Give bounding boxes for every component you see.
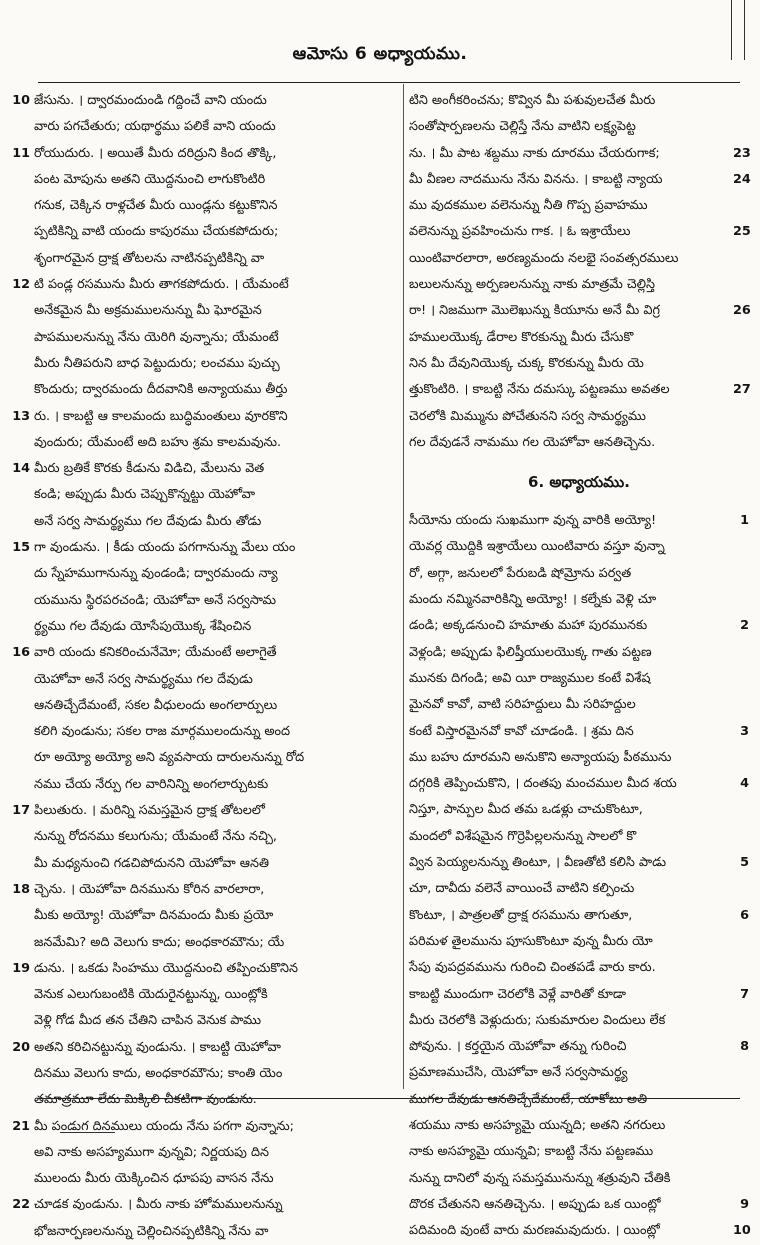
text-line bbox=[409, 692, 749, 718]
line-text: నిస్తూ, పాన్పుల మీద తమ ఒడళ్లు చాచుకొంటూ, bbox=[409, 802, 643, 818]
text-line bbox=[409, 850, 749, 876]
line-text: దగ్గరికి తెప్పించుకొని, । దంతపు మంచముల మీద శయ bbox=[409, 776, 677, 792]
verse-number: 13 bbox=[12, 408, 30, 424]
text-line bbox=[409, 719, 749, 745]
line-text: ప్రమాణముచేసి, యెహోవా అనే సర్వసామర్థ్య bbox=[409, 1065, 628, 1081]
text-line bbox=[6, 509, 394, 535]
right-column-top bbox=[409, 88, 749, 456]
line-text: అవి నాకు అసహ్యముగా వున్నవి; నిర్ణయపు దిన bbox=[34, 1144, 270, 1160]
text-line bbox=[6, 1008, 394, 1034]
line-text: గనుక, చెక్కిన రాళ్లచేత మీరు యిండ్లను కట్టుకొనిన bbox=[34, 198, 278, 214]
text-line bbox=[6, 877, 394, 903]
line-text: డును. । ఒకడు సింహము యొద్దనుంచి తప్పించుకొనిన bbox=[34, 960, 298, 976]
line-text: మైనవో కావో, వాటి సరిహద్దులు మీ సరిహద్దుల bbox=[409, 697, 636, 713]
line-text: మీరు బ్రతికే కొరకు కీడును విడిచి, మేలును వెత bbox=[34, 461, 265, 477]
text-line bbox=[409, 219, 749, 245]
text-line bbox=[409, 797, 749, 823]
text-line bbox=[409, 246, 749, 272]
verse-number: 5 bbox=[740, 855, 749, 871]
text-line bbox=[409, 1218, 749, 1244]
text-line bbox=[6, 930, 394, 956]
text-line bbox=[409, 771, 749, 797]
line-text: చూడక వుండును. । మీరు నాకు హోమములనున్ను bbox=[34, 1197, 283, 1213]
line-text: ర్థ్యము గల దేవుడు యోసేపుయొక్క శేషించిన bbox=[34, 618, 252, 634]
line-text: గా వుండును. । కీడు యందు పగగానున్ను మేలు యం bbox=[34, 540, 296, 556]
text-line bbox=[6, 982, 394, 1008]
text-line bbox=[409, 1113, 749, 1139]
page-edge-mark bbox=[731, 0, 745, 60]
line-text: యింటివారలారా, అరణ్యమందు నలభై సంవత్సరములు bbox=[409, 250, 679, 266]
text-line bbox=[6, 325, 394, 351]
text-line bbox=[409, 955, 749, 981]
text-line bbox=[409, 561, 749, 587]
line-text: కంటే విస్తారమైనవో కావో చూడండి. । శ్రమ దిన bbox=[409, 723, 634, 739]
verse-number: 1 bbox=[740, 513, 749, 529]
verse-number: 2 bbox=[740, 618, 749, 634]
text-line bbox=[6, 956, 394, 982]
text-line bbox=[6, 351, 394, 377]
text-line bbox=[6, 535, 394, 561]
verse-number: 27 bbox=[733, 382, 751, 398]
verse-number: 24 bbox=[733, 171, 751, 187]
text-line bbox=[6, 1166, 394, 1192]
text-line bbox=[6, 561, 394, 587]
footer-mark bbox=[60, 1132, 115, 1133]
text-line bbox=[409, 141, 749, 167]
text-line bbox=[6, 456, 394, 482]
text-line bbox=[409, 1087, 749, 1113]
chapter-heading: 6. అధ్యాయము. bbox=[528, 473, 630, 492]
line-text: పదిమంది వుంటే వారు మరణమవుదురు. । యింట్లో bbox=[409, 1223, 660, 1239]
text-line bbox=[409, 534, 749, 560]
text-line bbox=[409, 404, 749, 430]
text-line bbox=[409, 824, 749, 850]
text-line bbox=[6, 1061, 394, 1087]
text-line bbox=[6, 1140, 394, 1166]
line-text: మందు నమ్మినవారికిన్ని అయ్యో! । కల్నేకు వెళ్లి చూ bbox=[409, 592, 657, 608]
line-text: దినము వెలుగు కాదు, అంధకారమౌను; కాంతి యెం bbox=[34, 1065, 283, 1081]
text-line bbox=[409, 1008, 749, 1034]
line-text: నున్ను రోదనము కలుగును; యేమంటే నేను నచ్చి, bbox=[34, 829, 277, 845]
line-text: కొందురు; ద్వారమందు దీదవానికి అన్యాయము తీర్తు bbox=[34, 382, 288, 398]
text-line bbox=[6, 377, 394, 403]
text-line bbox=[409, 272, 749, 298]
line-text: వలెనున్ను ప్రవహించును గాక. । ఓ ఇశ్రాయేలు bbox=[409, 224, 631, 240]
right-column bbox=[409, 88, 749, 1244]
text-line bbox=[409, 325, 749, 351]
verse-number: 7 bbox=[740, 986, 749, 1002]
line-text: డండి; అక్కడనుంచి హమాతు మహా పురమునకు bbox=[409, 618, 648, 634]
verse-number: 3 bbox=[740, 723, 749, 739]
text-line bbox=[6, 588, 394, 614]
text-line bbox=[409, 430, 749, 456]
line-text: ము వుదకముల వలెనున్ను నీతి గొప్ప ప్రవాహము bbox=[409, 198, 648, 214]
text-line bbox=[6, 824, 394, 850]
line-text: టిని అంగీకరించను; కొవ్విన మీ పశువులచేత మీరు bbox=[409, 93, 656, 108]
text-line bbox=[409, 167, 749, 193]
line-text: ను. । మీ పాట శబ్దము నాకు దూరము చేయరుగాక; bbox=[409, 145, 660, 161]
text-line bbox=[6, 798, 394, 824]
text-line bbox=[409, 193, 749, 219]
line-text: ముగల దేవుడు ఆనతిచ్చేదేమంటే, యాకోబు అతి bbox=[409, 1091, 648, 1107]
text-line bbox=[6, 404, 394, 430]
line-text: ము బహు దూరమని అనుకొని అన్యాయపు పీఠమును bbox=[409, 749, 672, 765]
text-line bbox=[409, 1166, 749, 1192]
text-line bbox=[409, 1192, 749, 1218]
line-text: తమాత్రమూ లేదు మిక్కిలి చీకటిగా వుండును. bbox=[34, 1092, 257, 1108]
line-text: కండి; అప్పుడు మీరు చెప్పుకొన్నట్టు యెహోవా bbox=[34, 487, 256, 503]
line-text: మీరు నీతిపరుని బాధ పెట్టుదురు; లంచము పుచ్చు bbox=[34, 355, 280, 371]
line-text: ములందు మీరు యెక్కించిన ధూపపు వాసన నేను bbox=[34, 1171, 274, 1187]
verse-number: 19 bbox=[12, 960, 30, 976]
line-text: మందలో విశేషమైన గొర్రెపిల్లలనున్ను సాలలో కొ bbox=[409, 828, 637, 844]
line-text: పంట మోపును అతని యొద్దనుంచి లాగుకొంటిరి bbox=[34, 171, 266, 187]
text-line bbox=[6, 114, 394, 140]
line-text: శయము నాకు అసహ్యమై యున్నది; అతని నగరులు bbox=[409, 1117, 666, 1133]
text-line bbox=[409, 982, 749, 1008]
line-text: మీకు అయ్యో! యెహోవా దినమందు మీకు ప్రయో bbox=[34, 908, 274, 924]
text-line bbox=[409, 1034, 749, 1060]
line-text: శృంగారమైన ద్రాక్ష తోటలను నాటినప్పటికిన్ని వా bbox=[34, 250, 265, 266]
text-line bbox=[6, 667, 394, 693]
text-line bbox=[409, 929, 749, 955]
text-line bbox=[6, 772, 394, 798]
line-text: యమును స్థిరపరచండి; యెహోవా అనే సర్వసామ bbox=[34, 592, 277, 608]
text-line bbox=[6, 1192, 394, 1218]
line-text: దు స్నేహముగానున్ను వుండండి; ద్వారమందు న్యా bbox=[34, 566, 278, 582]
text-line bbox=[6, 719, 394, 745]
text-line bbox=[409, 613, 749, 639]
column-divider bbox=[403, 84, 404, 1089]
line-text: రూ అయ్యో అయ్యో అని వ్యవసాయ దారులనున్ను రోద bbox=[34, 750, 305, 766]
text-line bbox=[409, 351, 749, 377]
line-text: అనే సర్వ సామర్థ్యము గల దేవుడు మీరు తోడు bbox=[34, 513, 262, 529]
line-text: సీయోను యందు సుఖముగా వున్న వారికి అయ్యో! bbox=[409, 513, 657, 529]
text-line bbox=[409, 1139, 749, 1165]
line-text: వ్విన పెయ్యలనున్ను తింటూ, । వీణతోటి కలిసి పాడు bbox=[409, 855, 667, 871]
line-text: రు. । కాబట్టి ఆ కాలమందు బుద్ధిమంతులు వూరకొని bbox=[34, 408, 288, 424]
text-line bbox=[409, 876, 749, 902]
line-text: నము చేయ నేర్పు గల వారినిన్ని అంగలార్చుటకు bbox=[34, 776, 269, 792]
text-line bbox=[6, 88, 394, 114]
header-rule bbox=[38, 82, 740, 83]
text-line bbox=[6, 1219, 394, 1245]
text-line bbox=[6, 430, 394, 456]
line-text: యెహోవా అనే సర్వ సామర్థ్యము గల దేవుడు bbox=[34, 671, 253, 687]
verse-number: 23 bbox=[733, 145, 751, 161]
line-text: మునకు దిగండి; అవి యీ రాజ్యముల కంటే విశేష bbox=[409, 670, 651, 686]
line-text: చూ, దావీదు వలెనే వాయించే వాటిని కల్పించు bbox=[409, 881, 635, 897]
line-text: కలిగి వుండును; సకల రాజ మార్గములందున్ను అంద bbox=[34, 724, 291, 740]
line-text: భోజనార్పణలనున్ను చెల్లించినప్పటికిన్ని నేను వా bbox=[34, 1223, 269, 1239]
line-text: సంతోషార్పణలను చెల్లిస్తే నేను వాటిని లక్ష్యపెట్ట bbox=[409, 119, 636, 135]
right-column-bottom bbox=[409, 508, 749, 1244]
line-text: యెవర్ల యొద్దికి ఇశ్రాయేలు యింటివారు వస్తూ వున్నా bbox=[409, 539, 665, 555]
text-line bbox=[6, 272, 394, 298]
verse-number: 12 bbox=[12, 277, 30, 293]
line-text: సేపు వుపద్రవమును గురించి చింతపడే వారు కారు. bbox=[409, 960, 656, 976]
line-text: ప్పటికిన్ని వాటి యందు కాపురము చేయకపోదురు; bbox=[34, 224, 279, 240]
line-text: వెనుక ఎలుగుబంటికి యెదురైనట్టున్ను, యింట్లోకి bbox=[34, 987, 268, 1003]
verse-number: 22 bbox=[12, 1197, 30, 1213]
line-text: వారు పగచేతురు; యథార్థము పలికే వాని యందు bbox=[34, 119, 276, 135]
line-text: అనేకమైన మీ అక్రమములనున్ను మీ ఘోరమైన bbox=[34, 303, 262, 319]
line-text: నున్ను దానిలో వున్న సమస్తమునున్ను శత్రువుని చేతికి bbox=[409, 1170, 671, 1186]
line-text: చెరలోకి మిమ్మును పోచేతునని సర్వ సామర్థ్యము bbox=[409, 408, 646, 424]
verse-number: 14 bbox=[12, 461, 30, 477]
text-line bbox=[409, 298, 749, 324]
line-text: వారి యందు కనికరించునేమో; యేమంటే అలాగైతే bbox=[34, 645, 277, 661]
text-line bbox=[409, 587, 749, 613]
line-text: చ్చెను. । యెహోవా దినమును కోరిన వారలారా, bbox=[34, 881, 265, 897]
text-line bbox=[6, 193, 394, 219]
verse-number: 15 bbox=[12, 540, 30, 556]
footer-rule bbox=[38, 1098, 740, 1099]
line-text: వెళ్లి గోడ మీద తన చేతిని చాపిన వెనుక పాము bbox=[34, 1013, 262, 1029]
text-line bbox=[409, 1060, 749, 1086]
text-line bbox=[409, 745, 749, 771]
line-text: పాపములనున్ను నేను యెరిగి వున్నాను; యేమంటే bbox=[34, 329, 279, 345]
line-text: జేసును. । ద్వారమందుండి గద్దించే వాని యందు bbox=[34, 93, 267, 108]
text-line bbox=[6, 167, 394, 193]
verse-number: 8 bbox=[740, 1039, 749, 1055]
text-line bbox=[6, 693, 394, 719]
verse-number: 21 bbox=[12, 1118, 30, 1134]
line-text: మీ పండుగ దినములు యందు నేను పగగా వున్నాను; bbox=[34, 1118, 294, 1134]
text-line bbox=[6, 745, 394, 771]
text-line bbox=[409, 903, 749, 929]
text-line bbox=[6, 1035, 394, 1061]
verse-number: 16 bbox=[12, 645, 30, 661]
line-text: వుందురు; యేమంటే అది బహు శ్రమ కాలమవును. bbox=[34, 434, 282, 450]
text-line bbox=[409, 88, 749, 114]
line-text: టి పండ్ల రసమును మీరు తాగకపోదురు. । యేమంటే bbox=[34, 277, 289, 293]
line-text: నాకు అసహ్యమై యున్నవి; కాబట్టి నేను పట్టణము bbox=[409, 1144, 654, 1160]
text-line bbox=[6, 903, 394, 929]
verse-number: 25 bbox=[733, 224, 751, 240]
text-line bbox=[409, 640, 749, 666]
page-title: ఆమోసు 6 అధ్యాయము. bbox=[292, 44, 468, 64]
page-header bbox=[0, 0, 760, 80]
line-text: పరిమళ తైలమును పూసుకొంటూ వున్న మీరు యో bbox=[409, 933, 653, 949]
text-line bbox=[6, 246, 394, 272]
verse-number: 6 bbox=[740, 907, 749, 923]
verse-number: 26 bbox=[733, 303, 751, 319]
line-text: కొంటూ, । పాత్రలతో ద్రాక్ష రసమును తాగుతూ, bbox=[409, 907, 633, 923]
text-line bbox=[6, 614, 394, 640]
line-text: నిన మీ దేవునియొక్క చుక్క కొరకున్ను మీరు యె bbox=[409, 355, 644, 371]
line-text: మీ వీణల నాదమును నేను వినను. । కాబట్టి న్యాయ bbox=[409, 171, 663, 187]
line-text: త్తుకొంటిరి. । కాబట్టి నేను దమస్కు పట్టణము అవతల bbox=[409, 382, 670, 398]
line-text: గల దేవుడనే నామము గల యెహోవా ఆనతిచ్చెను. bbox=[409, 434, 656, 450]
line-text: పోవును. । కర్తయైన యెహోవా తన్ను గురించి bbox=[409, 1039, 627, 1055]
text-line bbox=[409, 114, 749, 140]
verse-number: 17 bbox=[12, 803, 30, 819]
text-line bbox=[6, 141, 394, 167]
text-line bbox=[6, 1114, 394, 1140]
line-text: బలులనున్ను అర్పణలనున్ను నాకు మాత్రమే చెల్లిస్తి bbox=[409, 277, 655, 293]
text-line bbox=[6, 640, 394, 666]
line-text: రా! । నిజముగా మొలెఖున్ను కియూను అనే మీ విగ్ర bbox=[409, 303, 660, 319]
left-column bbox=[6, 88, 394, 1245]
verse-number: 9 bbox=[740, 1196, 749, 1212]
line-text: మీరు చెరలోకి వెళ్లుదురు; సుకుమారుల విందులు లేక bbox=[409, 1012, 666, 1028]
verse-number: 4 bbox=[740, 776, 749, 792]
line-text: కాబట్టి ముందుగా చెరలోకి వెళ్లే వారితో కూడా bbox=[409, 986, 626, 1002]
text-line bbox=[6, 219, 394, 245]
text-line bbox=[6, 1087, 394, 1113]
text-line bbox=[6, 482, 394, 508]
line-text: ఆనతిచ్చేదేమంటే, సకల వీధులందు అంగలార్పులు bbox=[34, 697, 278, 713]
verse-number: 10 bbox=[733, 1223, 751, 1239]
line-text: మీ మధ్యనుంచి గడచిపోదునని యెహోవా ఆనతి bbox=[34, 855, 269, 871]
line-text: వెళ్లండి; అప్పుడు ఫిలిష్తీయులయొక్క గాతు పట్టణ bbox=[409, 644, 652, 660]
text-line bbox=[409, 508, 749, 534]
line-text: రో, అగ్గా, జనులలో పేరుబడి షోమ్రోను పర్వత bbox=[409, 565, 632, 581]
text-line bbox=[409, 666, 749, 692]
verse-number: 10 bbox=[12, 93, 30, 108]
verse-number: 11 bbox=[12, 145, 30, 161]
line-text: అతని కరిచినట్టున్ను వుండును. । కాబట్టి యెహోవా bbox=[34, 1039, 281, 1055]
line-text: పిలుతురు. । మరిన్ని సమస్తమైన ద్రాక్ష తోటలలో bbox=[34, 803, 265, 819]
verse-number: 18 bbox=[12, 881, 30, 897]
line-text: రోయుదురు. । అయితే మీరు దరిద్రుని కింద తొక్కి, bbox=[34, 145, 277, 161]
text-line bbox=[6, 851, 394, 877]
line-text: హములయొక్క డేరాల కొరకున్ను మీరు చేసుకొ bbox=[409, 329, 634, 345]
line-text: దొరక చేతునని ఆనతిచ్చెను. । అప్పుడు ఒక యింట్లో bbox=[409, 1196, 661, 1212]
line-text: జనమేమి? అది వెలుగు కాదు; అంధకారమౌను; యే bbox=[34, 934, 285, 950]
text-line bbox=[409, 377, 749, 403]
verse-number: 20 bbox=[12, 1039, 30, 1055]
text-line bbox=[6, 298, 394, 324]
